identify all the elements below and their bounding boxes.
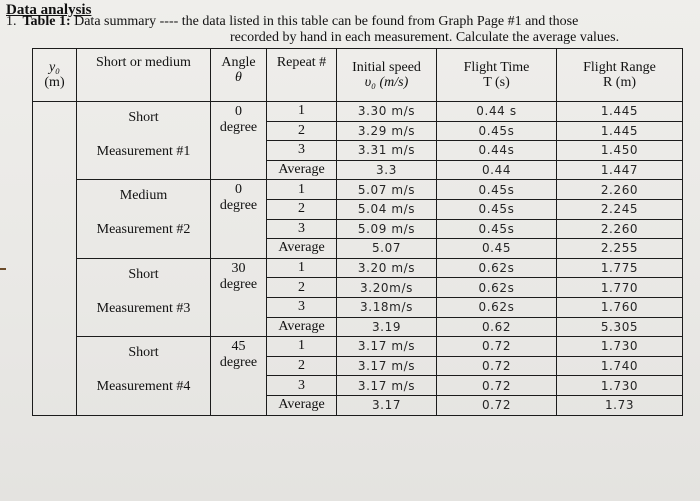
- flight-range-cell: 1.445: [557, 121, 683, 141]
- header-repeat: Repeat #: [267, 49, 337, 102]
- table-header-row: [33, 49, 683, 102]
- section-heading: Data analysis: [6, 2, 92, 18]
- group-angle: 0: [235, 104, 242, 119]
- group-angle: 45: [231, 339, 246, 355]
- repeat-cell: 1: [267, 180, 337, 200]
- initial-speed-cell: 3.17 m/s: [337, 356, 437, 376]
- table-row: [33, 102, 683, 122]
- initial-speed-cell: 3.3: [337, 160, 437, 180]
- group-description-cell: [77, 337, 211, 415]
- flight-time-cell: 0.45: [437, 239, 557, 259]
- flight-range-cell: 1.450: [557, 141, 683, 161]
- group-measurement: Measurement #2: [96, 222, 191, 238]
- repeat-cell: 3: [267, 219, 337, 239]
- flight-time-cell: 0.62s: [437, 278, 557, 298]
- flight-time-cell: 0.45s: [437, 199, 557, 219]
- group-description-cell: [77, 102, 211, 180]
- caption-label: Table 1:: [22, 14, 71, 29]
- repeat-cell: Average: [267, 395, 337, 415]
- group-type: Short: [128, 345, 159, 361]
- initial-speed-cell: 5.04 m/s: [337, 199, 437, 219]
- group-type: Short: [128, 110, 159, 125]
- group-measurement: Measurement #1: [96, 144, 191, 159]
- flight-time-cell: 0.72: [437, 376, 557, 396]
- repeat-cell: 2: [267, 356, 337, 376]
- flight-time-cell: 0.62s: [437, 258, 557, 278]
- initial-speed-cell: 3.31 m/s: [337, 141, 437, 161]
- flight-range-cell: 1.775: [557, 258, 683, 278]
- repeat-cell: 3: [267, 376, 337, 396]
- table-row: [33, 180, 683, 200]
- initial-speed-cell: 3.18m/s: [337, 297, 437, 317]
- group-measurement: Measurement #3: [96, 300, 191, 316]
- initial-speed-cell: 3.17 m/s: [337, 376, 437, 396]
- flight-range-cell: 1.760: [557, 297, 683, 317]
- header-initial-speed: Initial speed υ₀ (m/s): [337, 49, 437, 102]
- flight-range-cell: 1.740: [557, 356, 683, 376]
- group-angle-cell: [211, 180, 267, 258]
- initial-speed-cell: 5.07: [337, 239, 437, 259]
- flight-time-cell: 0.45s: [437, 219, 557, 239]
- flight-time-cell: 0.44s: [437, 141, 557, 161]
- flight-time-cell: 0.45s: [437, 180, 557, 200]
- group-angle-unit: degree: [219, 198, 258, 214]
- group-type: Short: [128, 266, 159, 282]
- margin-mark: [0, 268, 6, 270]
- flight-time-cell: 0.72: [437, 395, 557, 415]
- group-measurement: Measurement #4: [96, 379, 191, 395]
- header-flight-range: Flight Range R (m): [557, 49, 683, 102]
- group-angle: 0: [235, 182, 242, 198]
- group-type: Medium: [119, 188, 168, 204]
- flight-time-cell: 0.44: [437, 160, 557, 180]
- repeat-cell: 1: [267, 337, 337, 357]
- repeat-cell: 2: [267, 278, 337, 298]
- initial-speed-cell: 3.20 m/s: [337, 258, 437, 278]
- initial-speed-cell: 5.07 m/s: [337, 180, 437, 200]
- initial-speed-cell: 3.29 m/s: [337, 121, 437, 141]
- repeat-cell: 1: [267, 102, 337, 122]
- table-row: [33, 337, 683, 357]
- flight-time-cell: 0.62s: [437, 297, 557, 317]
- flight-range-cell: 1.73: [557, 395, 683, 415]
- flight-range-cell: 2.255: [557, 239, 683, 259]
- flight-time-cell: 0.72: [437, 337, 557, 357]
- initial-speed-cell: 3.17 m/s: [337, 337, 437, 357]
- flight-range-cell: 5.305: [557, 317, 683, 337]
- group-angle-cell: [211, 337, 267, 415]
- flight-range-cell: 1.445: [557, 102, 683, 122]
- flight-range-cell: 1.447: [557, 160, 683, 180]
- initial-speed-cell: 3.17: [337, 395, 437, 415]
- flight-range-cell: 1.730: [557, 376, 683, 396]
- group-angle-unit: degree: [219, 120, 258, 135]
- header-short-or-medium: Short or medium: [77, 49, 211, 102]
- flight-range-cell: 1.730: [557, 337, 683, 357]
- group-angle-cell: [211, 102, 267, 180]
- repeat-cell: Average: [267, 239, 337, 259]
- flight-time-cell: 0.45s: [437, 121, 557, 141]
- group-angle-unit: degree: [219, 355, 258, 371]
- initial-speed-cell: 3.30 m/s: [337, 102, 437, 122]
- flight-time-cell: 0.72: [437, 356, 557, 376]
- repeat-cell: Average: [267, 317, 337, 337]
- data-summary-table: [32, 48, 682, 415]
- header-flight-time: Flight Time T (s): [437, 49, 557, 102]
- caption-text-line2: recorded by hand in each measurement. Calculate the average values.: [230, 30, 620, 45]
- initial-speed-cell: 3.20m/s: [337, 278, 437, 298]
- flight-range-cell: 2.260: [557, 219, 683, 239]
- y0-cell: [33, 102, 77, 416]
- group-description-cell: [77, 258, 211, 336]
- flight-time-cell: 0.44 s: [437, 102, 557, 122]
- flight-range-cell: 2.245: [557, 199, 683, 219]
- repeat-cell: Average: [267, 160, 337, 180]
- caption-text-line1: Data summary ---- the data listed in this table can be found from Graph Page #1 and those: [74, 14, 579, 29]
- flight-range-cell: 1.770: [557, 278, 683, 298]
- group-angle-cell: [211, 258, 267, 336]
- repeat-cell: 3: [267, 297, 337, 317]
- repeat-cell: 3: [267, 141, 337, 161]
- table-caption: [6, 14, 696, 46]
- repeat-cell: 1: [267, 258, 337, 278]
- group-description-cell: [77, 180, 211, 258]
- repeat-cell: 2: [267, 121, 337, 141]
- table-row: [33, 258, 683, 278]
- flight-range-cell: 2.260: [557, 180, 683, 200]
- group-angle-unit: degree: [219, 276, 258, 292]
- repeat-cell: 2: [267, 199, 337, 219]
- flight-time-cell: 0.62: [437, 317, 557, 337]
- header-angle: Angle θ: [211, 49, 267, 102]
- header-y0: y₀ (m): [33, 49, 77, 102]
- initial-speed-cell: 3.19: [337, 317, 437, 337]
- caption-number: 1.: [6, 14, 17, 29]
- group-angle: 30: [231, 260, 246, 276]
- initial-speed-cell: 5.09 m/s: [337, 219, 437, 239]
